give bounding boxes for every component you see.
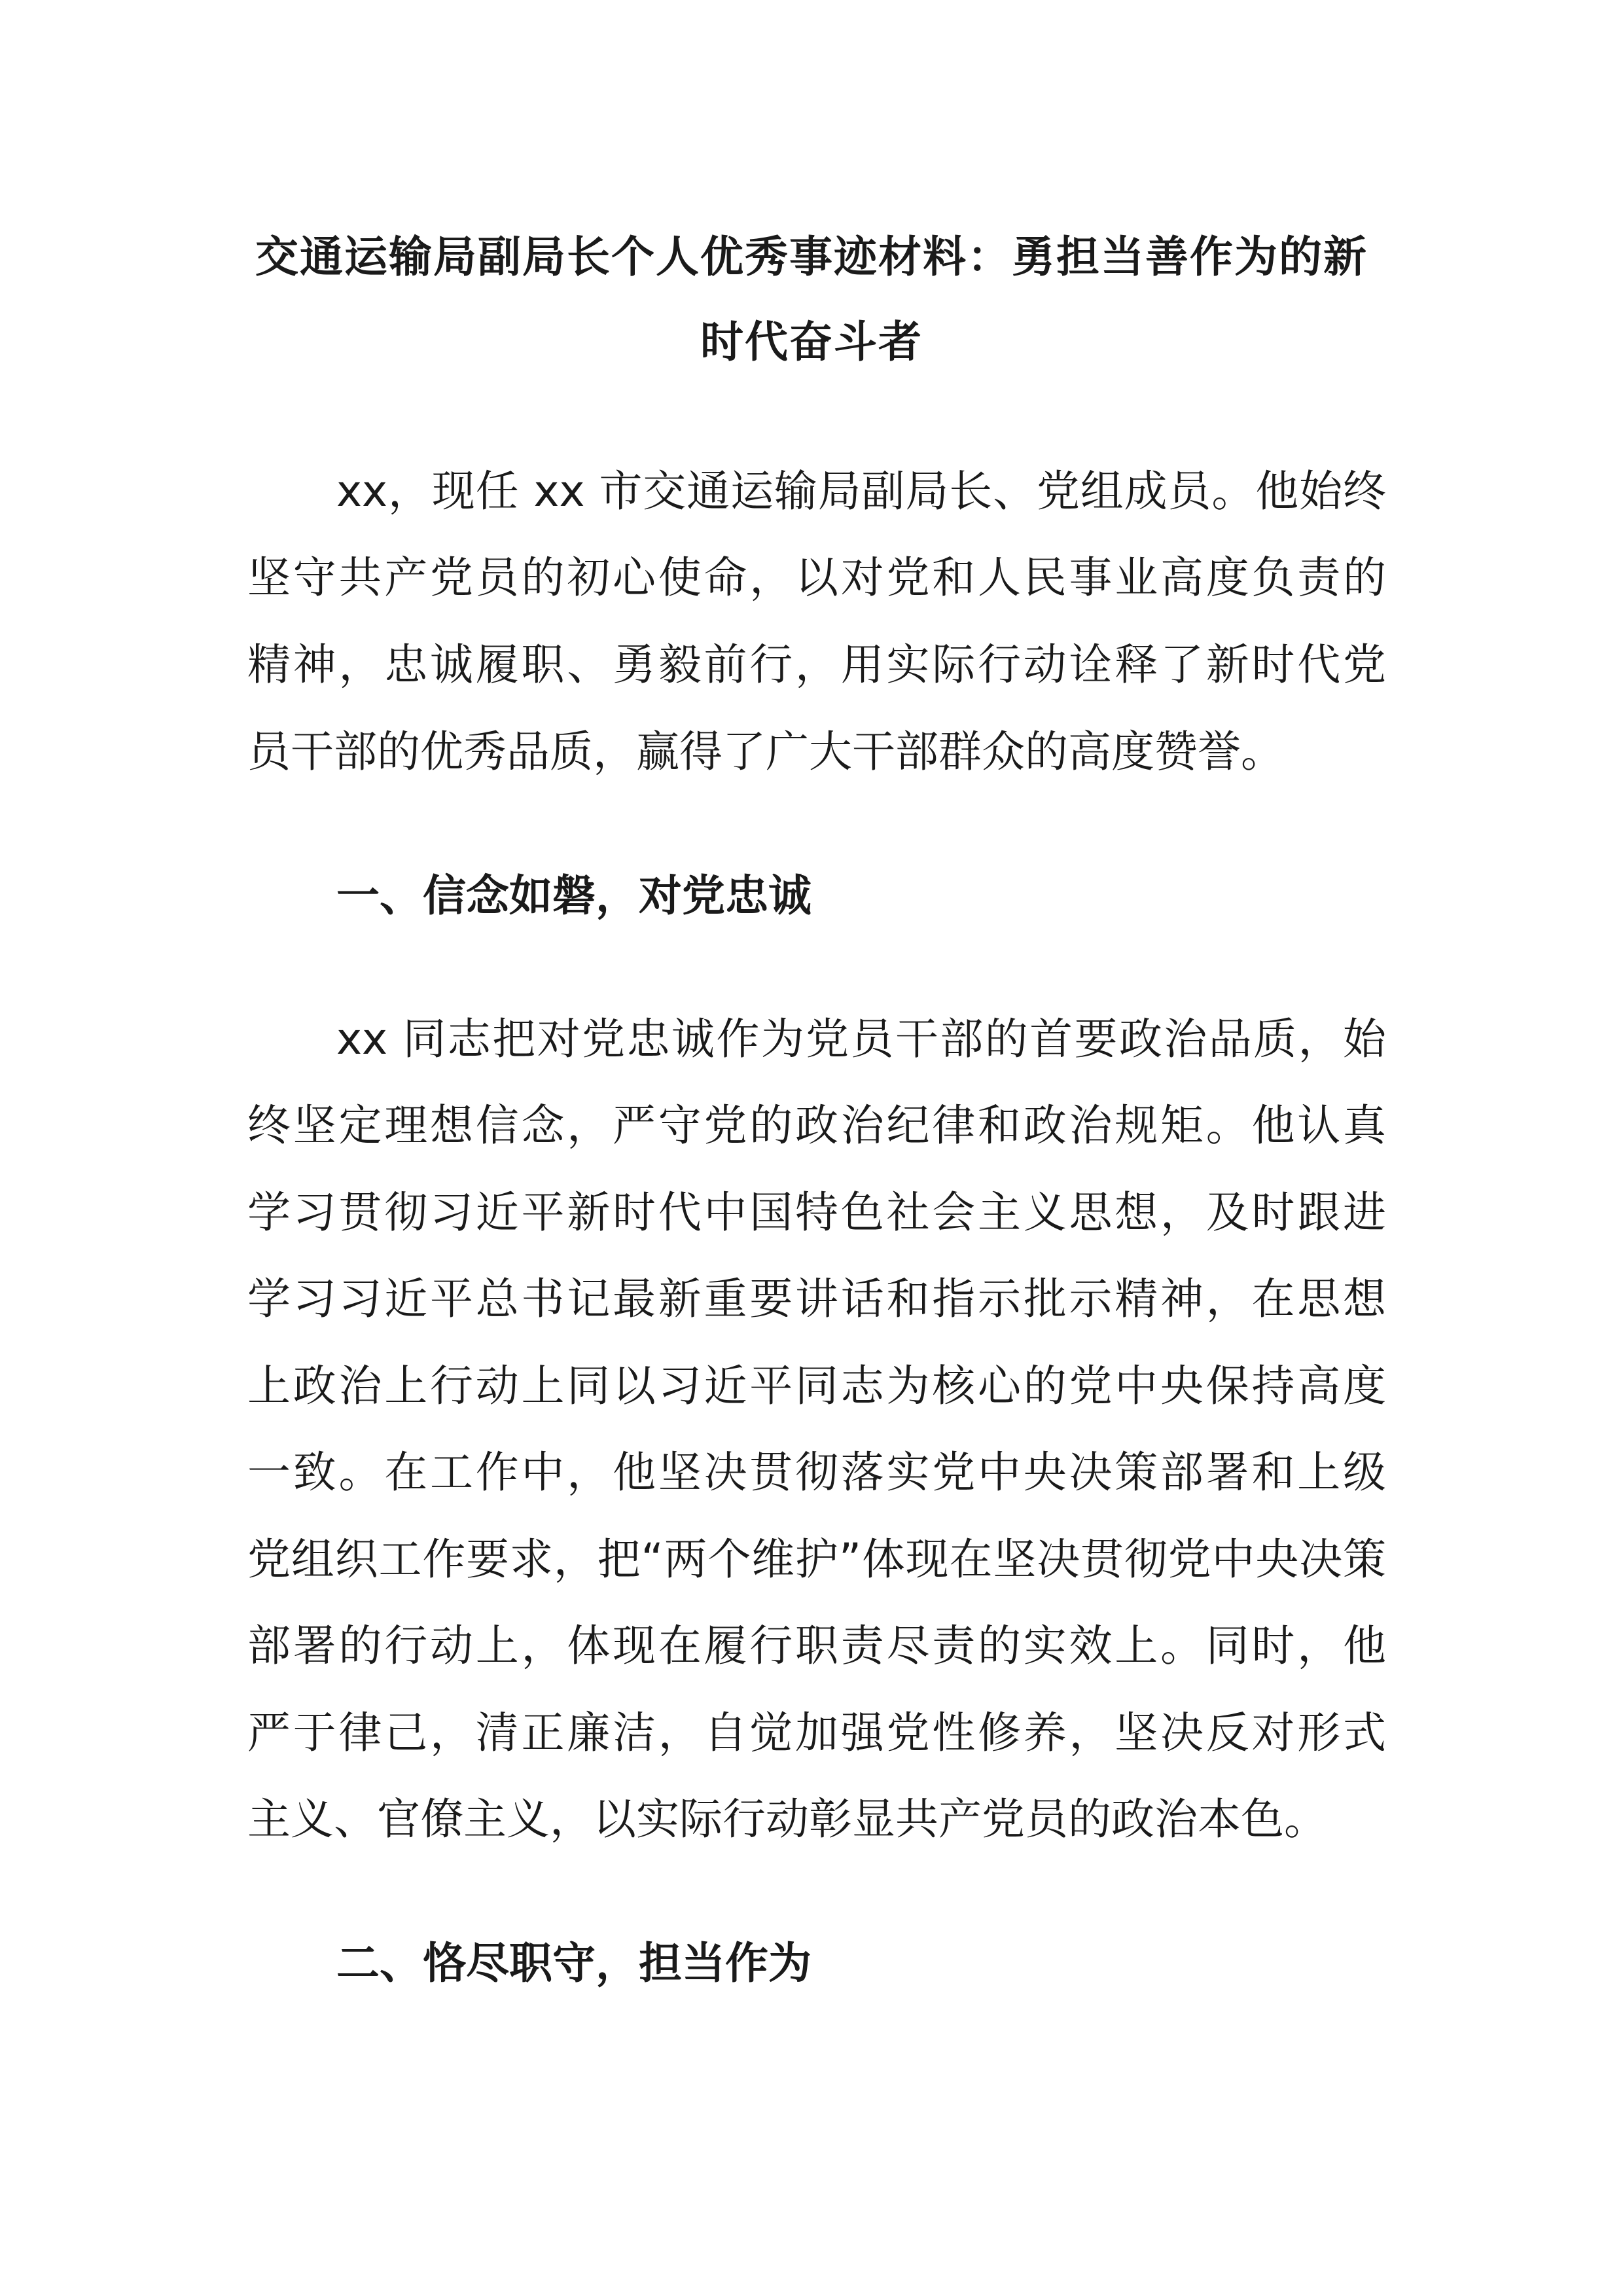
section-1-line-2: 终坚定理想信念，严守党的政治纪律和政治规矩。他认真	[247, 1100, 1386, 1151]
document-title-line-1: 交通运输局副局长个人优秀事迹材料：勇担当善作为的新	[255, 232, 1368, 282]
document-title-line-2: 时代奋斗者	[700, 317, 923, 367]
section-1-line-10: 主义、官僚主义，以实际行动彰显共产党员的政治本色。	[247, 1794, 1327, 1844]
section-2-heading: 二、恪尽职守，担当作为	[336, 1938, 812, 1988]
section-1-line-3: 学习贯彻习近平新时代中国特色社会主义思想，及时跟进	[247, 1187, 1386, 1238]
section-1-line-4: 学习习近平总书记最新重要讲话和指示批示精神，在思想	[247, 1274, 1386, 1324]
section-1-line-5: 上政治上行动上同以习近平同志为核心的党中央保持高度	[247, 1361, 1386, 1411]
intro-line-2: 坚守共产党员的初心使命，以对党和人民事业高度负责的	[247, 552, 1386, 603]
intro-line-4: 员干部的优秀品质，赢得了广大干部群众的高度赞誉。	[247, 726, 1284, 777]
intro-line-3: 精神，忠诚履职、勇毅前行，用实际行动诠释了新时代党	[247, 639, 1386, 690]
section-1-heading: 一、信念如磐，对党忠诚	[336, 870, 812, 921]
intro-line-1: xx，现任 xx 市交通运输局副局长、党组成员。他始终	[336, 466, 1386, 516]
section-1-line-7: 党组织工作要求，把“两个维护”体现在坚决贯彻党中央决策	[247, 1534, 1386, 1585]
section-1-line-9: 严于律己，清正廉洁，自觉加强党性修养，坚决反对形式	[247, 1708, 1386, 1758]
section-1-line-8: 部署的行动上，体现在履行职责尽责的实效上。同时，他	[247, 1621, 1386, 1671]
section-1-line-1: xx 同志把对党忠诚作为党员干部的首要政治品质，始	[336, 1014, 1386, 1064]
section-1-line-6: 一致。在工作中，他坚决贯彻落实党中央决策部署和上级	[247, 1447, 1386, 1498]
